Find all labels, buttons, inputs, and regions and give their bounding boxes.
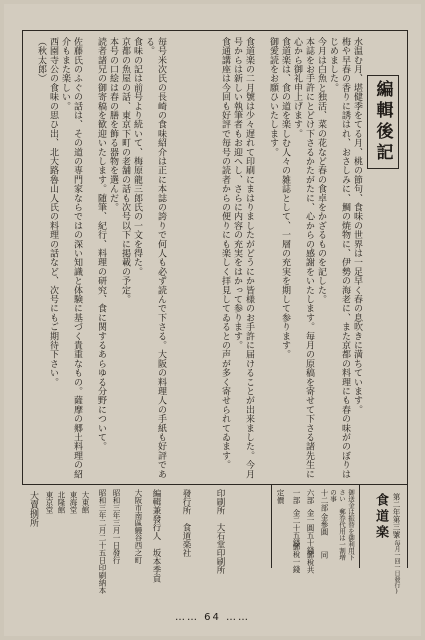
imprint-line: 編輯兼發行人 坂本季貢 [151,489,161,583]
magazine-box [360,485,408,595]
postage: 同 [320,551,329,559]
price-value: 金二十五錢 [292,509,301,547]
page-number [0,612,425,623]
imprint-line: 昭和三年二月二十五日印刷納本 [98,489,107,594]
price-row: 一部 [292,489,301,504]
distributor: 北隆館 [57,491,66,514]
postage: 郵稅一錢 [292,543,301,573]
page-title: 編輯後記 [372,80,393,164]
price-row: 十二部 [320,489,329,512]
distributor: 東京堂 [45,491,54,514]
price-row: 六部 [306,489,315,504]
price-value: 金一圓五十錢 [306,509,315,554]
pricing-header: 定價 [276,489,285,504]
distributor-box [22,485,92,568]
editorial-text-right: 水温む月、堪健季をてる月、桃の節句、食味の世界は一足早く春の息吹きに満ちています。 梅や早春の香りに誘はれ、おさしみに、鯛の焼物に、伊勢の海老に、また京都の料理にも春の味がのぼりはじめました。 今月は白魚と独活、菜の花など春の食卓をかざるものを記した。 本誌をお手許にとどけ下さるかたがたに、心からの感謝をいたします。毎月の原稿を寄せて下さる諸先生に心から御礼申上げます。 食道楽は、食の道を楽しむ人々の雑誌として、一層の充実を期して参ります。 御愛読をお願ひいたします。 食道楽の二月號は少々遅れて印刷にまはりましたがどうにか皆様のお手許に届けることが出来ました。今月号からは新しい執筆者もお迎へし、さらに内容の充実をはかって参ります。 食通講座は今回も好評で毎号の読者からの便りにも楽しく拝見してゐるとの声が多く寄せられてゐます。 [220,37,362,479]
distributor-label: 大賣捌所 [28,491,38,527]
editorial-text-left: 毎号米次氏の長崎の食味紹介は正に本誌の誇りで何人も必ず読んで下さる。大阪の料理人の手紙も好評である。 食味の記は前号より続いて、梅原龍三郎氏の一文を得た。 京都の魚屋の話、東京下町の老舗の話も次号以下に掲載の予定。 本号の口絵は春の膳を飾る器物を選んだ。 読者諸兄の御寄稿を歓迎いたします。随筆、紀行、料理の研究、食に関するあらゆる分野について。 佐藤氏のふぐの話は、その道の専門家ならではの深い知識と体験に基づく貴重なもの。薩摩の郷土料理の紹介もまた楽しい。 西園寺公の食味の思ひ出、北大路魯山人氏の料理の話など、次号にもご期待下さい。 （秋太郎） [36,37,166,479]
page-number-dots-right: …… [226,612,251,623]
issue-number: 第二年第三號 [392,493,401,538]
title-box [367,75,399,169]
publish-cycle: (毎月一回一日發行) [393,533,400,595]
imprint-line: 大阪市南區鰻谷西之町 [134,489,143,564]
price-value: 金參圓 [320,513,329,536]
imprint-line: 印刷所 大石堂印刷所 [215,489,225,574]
distributor: 大東館 [81,491,90,514]
imprint-box [92,485,272,594]
imprint-line: 發行所 食道楽社 [181,489,191,557]
pricing-box [272,485,360,574]
distributor: 東海堂 [69,491,78,514]
page [4,4,421,636]
pricing-note: 御送金は振替を御利用下さい 郵券代用は一割増の事 [329,489,355,561]
page-number-value: 64 [204,612,221,623]
imprint-line: 昭和三年三月一日發行 [112,489,121,564]
page-number-dots-left: …… [174,612,199,623]
magazine-name: 食道楽 [373,493,388,541]
colophon [22,484,408,595]
postage: 郵稅共 [306,551,315,574]
